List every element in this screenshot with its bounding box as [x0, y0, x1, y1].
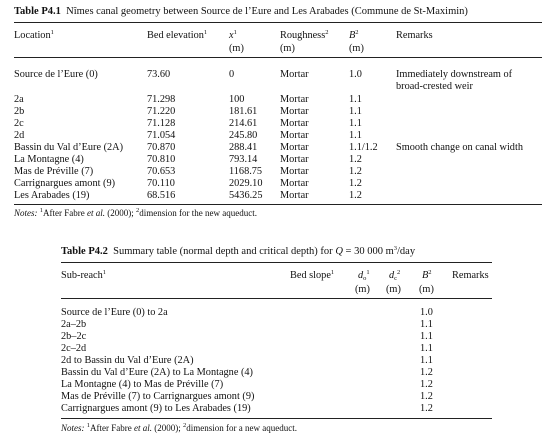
table2-number: Table P4.2: [61, 246, 108, 257]
table1-cell-roughness: Mortar: [280, 166, 309, 177]
table1-header-location: Location$^1$: [14, 29, 54, 41]
table1-header-rule: [14, 57, 542, 58]
table1-cell-location: Mas de Préville (7): [14, 166, 94, 177]
table2-bottom-rule: [61, 418, 492, 419]
table1-cell-location: Bassin du Val d’Eure (2A): [14, 142, 124, 153]
table2-header-do-unit: (m): [355, 284, 370, 295]
table2-cell-subreach: Source de l’Eure (0) to 2a: [61, 307, 168, 318]
table1-cell-elevation: 71.298: [147, 94, 176, 105]
table1-header-bed-elevation: Bed elevation$^1$: [147, 29, 208, 41]
table1-cell-location: 2a: [14, 94, 24, 105]
table1-cell-b: 1.2: [349, 154, 362, 165]
table1-cell-roughness: Mortar: [280, 94, 309, 105]
table2-cell-subreach: La Montagne (4) to Mas de Préville (7): [61, 379, 224, 390]
table1-cell-x: 5436.25: [229, 190, 263, 201]
table1-header-b-unit: (m): [349, 43, 364, 54]
table1-header-b: $B^2$: [349, 29, 359, 41]
table1-cell-elevation: 68.516: [147, 190, 176, 201]
table1-caption: [14, 6, 468, 17]
table1-cell-b: 1.0: [349, 69, 362, 80]
table2-cell-subreach: Mas de Préville (7) to Carrignargues amont (9): [61, 391, 255, 402]
table2-header-do: $d_o^1$: [358, 269, 370, 282]
table1-cell-elevation: 71.220: [147, 106, 176, 117]
table2-cell-b: 1.1: [420, 319, 433, 330]
table1-title: Nîmes canal geometry between Source de l’Eure and Les Arabades (Commune de St-Maximin): [66, 6, 468, 17]
table1-cell-b: 1.1/1.2: [349, 142, 378, 153]
table1-cell-roughness: Mortar: [280, 118, 309, 129]
table2-cell-subreach: Carrignargues amont (9) to Les Arabades (19): [61, 403, 251, 414]
table2-cell-subreach: 2a–2b: [61, 319, 87, 330]
table1-cell-roughness: Mortar: [280, 142, 309, 153]
table2-caption: Table P4.2 Summary table (normal depth and critical depth) for Q = 30 000 $m^3$/day: [61, 245, 416, 257]
table1-cell-elevation: 70.110: [147, 178, 175, 189]
table1-cell-elevation: 73.60: [147, 69, 171, 80]
table1-cell-x: 288.41: [229, 142, 258, 153]
table2-header-rule: [61, 298, 492, 299]
table1-cell-b: 1.2: [349, 178, 362, 189]
table2-cell-b: 1.2: [420, 403, 433, 414]
table1-number: Table P4.1: [14, 6, 61, 17]
table2-header-bed-slope: Bed slope$^1$: [290, 269, 335, 281]
table2-header-b: $B^2$: [422, 269, 432, 281]
table1-cell-elevation: 70.653: [147, 166, 176, 177]
table1-cell-b: 1.2: [349, 190, 362, 201]
table1-cell-x: 793.14: [229, 154, 258, 165]
table2-header-subreach: Sub-reach$^1$: [61, 269, 106, 281]
table1-cell-elevation: 71.128: [147, 118, 176, 129]
table1-header-x-unit: (m): [229, 43, 244, 54]
table1-cell-elevation: 70.870: [147, 142, 176, 153]
table1-header-remarks: Remarks: [396, 30, 433, 41]
table1-cell-b: 1.1: [349, 130, 362, 141]
table1-cell-location: La Montagne (4): [14, 154, 84, 165]
table1-cell-roughness: Mortar: [280, 106, 309, 117]
table2-notes: Notes: $^1$After Fabre et al. (2000); $^2$dimension for a new aqueduct.: [61, 422, 297, 433]
table2-cell-subreach: 2b–2c: [61, 331, 87, 342]
table1-cell-location: Les Arabades (19): [14, 190, 90, 201]
table1-header-roughness: Roughness$^2$: [280, 29, 329, 41]
table2-header-b-unit: (m): [419, 284, 434, 295]
table1-top-rule: [14, 22, 542, 23]
table1-cell-location: Source de l’Eure (0): [14, 69, 98, 80]
table2-cell-b: 1.2: [420, 391, 433, 402]
table2-header-remarks: Remarks: [452, 270, 489, 281]
table1-cell-roughness: Mortar: [280, 154, 309, 165]
table1-cell-roughness: Mortar: [280, 130, 309, 141]
table2-header-dc-unit: (m): [386, 284, 401, 295]
table1-notes: Notes: $^1$After Fabre et al. (2000); $^2$dimension for the new aqueduct.: [14, 207, 257, 218]
table1-bottom-rule: [14, 204, 542, 205]
table2-cell-subreach: Bassin du Val d’Eure (2A) to La Montagne (4): [61, 367, 253, 378]
table2-cell-subreach: 2c–2d: [61, 343, 87, 354]
table1-cell-b: 1.1: [349, 118, 362, 129]
table1-cell-x: 2029.10: [229, 178, 263, 189]
table1-cell-location: 2b: [14, 106, 25, 117]
table2-cell-b: 1.1: [420, 343, 433, 354]
table1-cell-roughness: Mortar: [280, 69, 309, 80]
table1-cell-b: 1.1: [349, 106, 362, 117]
table1-cell-remarks: Smooth change on canal width: [396, 142, 523, 153]
table1-header-roughness-unit: (m): [280, 43, 295, 54]
table1-cell-location: 2c: [14, 118, 24, 129]
table1-cell-remarks: Immediately downstream of: [396, 69, 513, 80]
table1-cell-b: 1.2: [349, 166, 362, 177]
table1-cell-roughness: Mortar: [280, 190, 309, 201]
table2-cell-b: 1.2: [420, 367, 433, 378]
table2-cell-subreach: 2d to Bassin du Val d’Eure (2A): [61, 355, 194, 366]
table1-cell-remarks-line2: broad-crested weir: [396, 81, 473, 92]
table2-cell-b: 1.1: [420, 331, 433, 342]
table2-cell-b: 1.0: [420, 307, 433, 318]
table1-cell-roughness: Mortar: [280, 178, 309, 189]
table1-cell-x: 0: [229, 69, 235, 80]
table1-cell-elevation: 71.054: [147, 130, 176, 141]
table1-cell-x: 245.80: [229, 130, 258, 141]
table1-cell-x: 1168.75: [229, 166, 263, 177]
table1-cell-b: 1.1: [349, 94, 362, 105]
table2-header-dc: $d_c^2$: [389, 269, 401, 282]
table1-cell-location: 2d: [14, 130, 25, 141]
table1-cell-location: Carrignargues amont (9): [14, 178, 116, 189]
table1-cell-x: 214.61: [229, 118, 258, 129]
table1-cell-x: 181.61: [229, 106, 258, 117]
table2-cell-b: 1.1: [420, 355, 433, 366]
table2-top-rule: [61, 262, 492, 263]
table1-cell-elevation: 70.810: [147, 154, 176, 165]
table1-header-x: $x^1$: [229, 29, 237, 41]
table2-cell-b: 1.2: [420, 379, 433, 390]
table1-cell-x: 100: [229, 94, 245, 105]
